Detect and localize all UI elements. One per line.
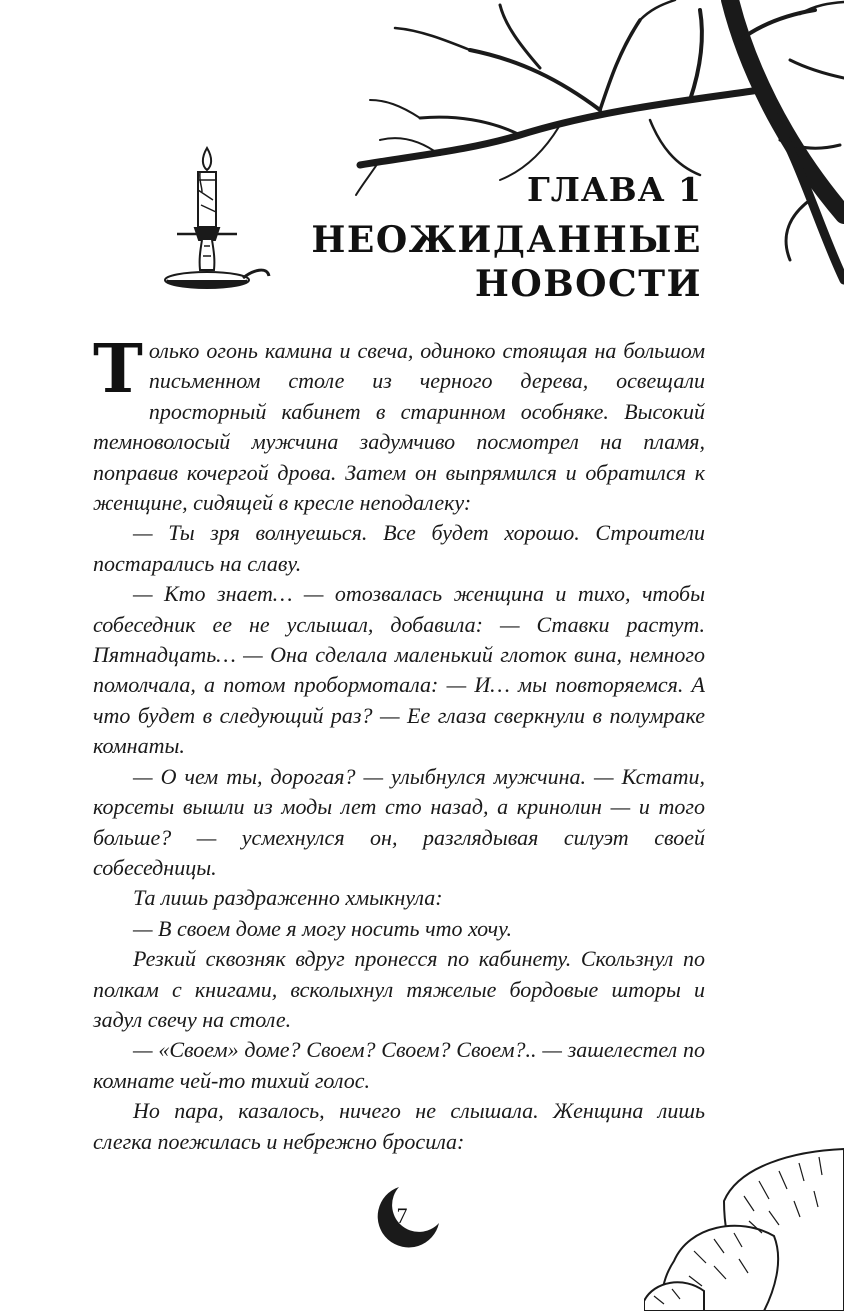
candle-icon xyxy=(155,140,275,300)
paragraph: Резкий сквозняк вдруг пронесся по кабинету. Скользнул по полкам с книгами, всколыхнул тяжелые бордовые шторы и задул свечу на столе. xyxy=(93,946,705,1032)
bushes-icon xyxy=(644,1141,844,1311)
chapter-number: ГЛАВА 1 xyxy=(526,170,702,209)
paragraph-text: олько огонь камина и свеча, одиноко стоящая на большом письменном столе из черного дерева, освещали просторный кабинет в старинном особняке. Высокий темноволосый мужчина задумчиво посмотрел на пламя, поправив кочергой дрова. Затем он выпрямился и обратился к женщине, сидящей в кресле неподалеку: xyxy=(93,338,705,516)
page-number: 7 xyxy=(396,1203,408,1228)
chapter-title xyxy=(311,218,702,306)
paragraph: — Ты зря волнуешься. Все будет хорошо. Строители постарались на славу. xyxy=(93,520,705,576)
drop-cap: Т xyxy=(93,329,143,408)
paragraph: Та лишь раздраженно хмыкнула: xyxy=(133,885,443,911)
paragraph: — О чем ты, дорогая? — улыбнулся мужчина. — Кстати, корсеты вышли из моды лет сто назад, а кринолин — и того больше? — усмехнулся он, разглядывая силуэт своей собеседницы. xyxy=(93,763,705,880)
chapter-title-line-2: НОВОСТИ xyxy=(474,263,702,305)
paragraph: — «Своем» доме? Своем? Своем? Своем?.. — зашелестел по комнате чей-то тихий голос. xyxy=(93,1037,705,1093)
paragraph: Но пара, казалось, ничего не слышала. Женщина лишь слегка поежилась и небрежно бросила: xyxy=(93,1098,705,1154)
paragraph: — Кто знает… — отозвалась женщина и тихо, чтобы собеседник ее не услышал, добавила: — Ставки растут. Пятнадцать… — Она сделала маленький глоток вина, немного помолчала, а потом пробормотала: — И… мы повторяемся. А что будет в следующий раз? — Ее глаза сверкнули в полумраке комнаты. xyxy=(93,581,705,759)
chapter-body xyxy=(93,329,705,1157)
paragraph: — В своем доме я могу носить что хочу. xyxy=(133,915,512,941)
chapter-title-line-1: НЕОЖИДАННЫЕ xyxy=(311,219,702,261)
paragraph xyxy=(93,329,705,518)
